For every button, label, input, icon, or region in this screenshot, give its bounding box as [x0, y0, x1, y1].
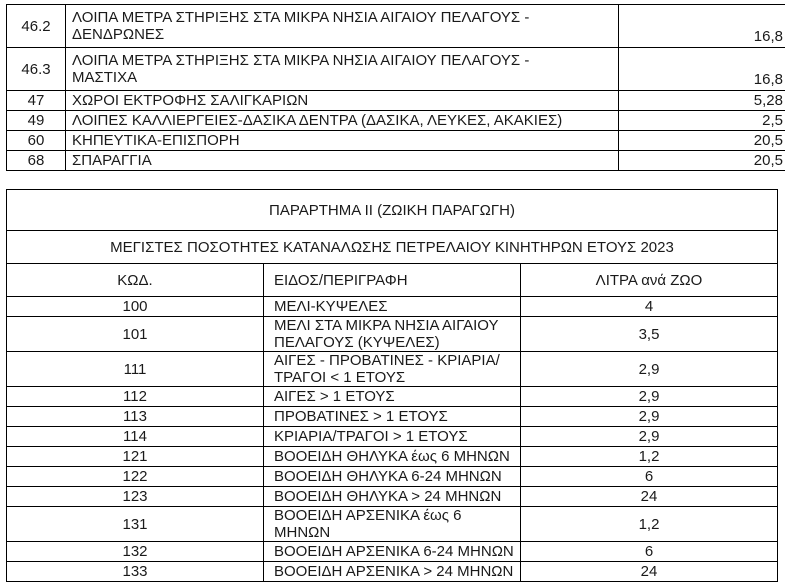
row-description: ΜΕΛΙ ΣΤΑ ΜΙΚΡΑ ΝΗΣΙΑ ΑΙΓΑΙΟΥ ΠΕΛΑΓΟΥΣ (ΚΥΨΕΛΕΣ)	[264, 317, 521, 352]
row-code: 111	[7, 352, 264, 387]
row-value: 2,9	[521, 387, 778, 407]
row-value: 24	[521, 487, 778, 507]
table-header-row	[7, 264, 778, 297]
row-description: ΒΟΟΕΙΔΗ ΘΗΛΥΚΑ έως 6 ΜΗΝΩΝ	[264, 447, 521, 467]
row-code: 132	[7, 542, 264, 562]
row-value: 2,5	[619, 111, 785, 131]
row-description: ΠΡΟΒΑΤΙΝΕΣ > 1 ΕΤΟΥΣ	[264, 407, 521, 427]
crop-fuel-table	[6, 4, 785, 171]
table-row	[7, 387, 778, 407]
table-subtitle: ΜΕΓΙΣΤΕΣ ΠΟΣΟΤΗΤΕΣ ΚΑΤΑΝΑΛΩΣΗΣ ΠΕΤΡΕΛΑΙΟΥ ΚΙΝΗΤΗΡΩΝ ΕΤΟΥΣ 2023	[7, 231, 778, 264]
row-description: ΧΩΡΟΙ ΕΚΤΡΟΦΗΣ ΣΑΛΙΓΚΑΡΙΩΝ	[66, 91, 619, 111]
table-row	[7, 467, 778, 487]
table-title-row	[7, 190, 778, 231]
row-code: 46.3	[7, 48, 66, 91]
table-subtitle-row	[7, 231, 778, 264]
row-description: ΒΟΟΕΙΔΗ ΑΡΣΕΝΙΚΑ 6-24 ΜΗΝΩΝ	[264, 542, 521, 562]
row-code: 122	[7, 467, 264, 487]
header-value: ΛΙΤΡΑ ανά ΖΩΟ	[521, 264, 778, 297]
table-row	[7, 151, 785, 171]
row-value: 16,8	[619, 48, 785, 91]
row-value: 2,9	[521, 407, 778, 427]
table-row	[7, 487, 778, 507]
row-code: 113	[7, 407, 264, 427]
row-code: 46.2	[7, 5, 66, 48]
row-code: 123	[7, 487, 264, 507]
row-description: ΣΠΑΡΑΓΓΙΑ	[66, 151, 619, 171]
row-description	[66, 48, 619, 91]
row-value: 1,2	[521, 507, 778, 542]
row-value: 20,5	[619, 151, 785, 171]
row-code: 101	[7, 317, 264, 352]
row-value: 5,28	[619, 91, 785, 111]
table-row	[7, 447, 778, 467]
row-value: 4	[521, 297, 778, 317]
row-value: 2,9	[521, 427, 778, 447]
row-value: 16,8	[619, 5, 785, 48]
table-row	[7, 507, 778, 542]
row-description: ΜΕΛΙ-ΚΥΨΕΛΕΣ	[264, 297, 521, 317]
row-description: ΛΟΙΠΕΣ ΚΑΛΛΙΕΡΓΕΙΕΣ-ΔΑΣΙΚΑ ΔΕΝΤΡΑ (ΔΑΣΙΚΑ, ΛΕΥΚΕΣ, ΑΚΑΚΙΕΣ)	[66, 111, 619, 131]
row-code: 60	[7, 131, 66, 151]
row-value: 1,2	[521, 447, 778, 467]
table-row	[7, 297, 778, 317]
row-value: 24	[521, 562, 778, 582]
table-row	[7, 111, 785, 131]
row-description-line: ΔΕΝΔΡΩΝΕΣ	[72, 26, 164, 43]
row-description: ΚΡΙΑΡΙΑ/ΤΡΑΓΟΙ > 1 ΕΤΟΥΣ	[264, 427, 521, 447]
row-description: ΒΟΟΕΙΔΗ ΘΗΛΥΚΑ 6-24 ΜΗΝΩΝ	[264, 467, 521, 487]
table-row	[7, 5, 785, 48]
row-value: 3,5	[521, 317, 778, 352]
row-code: 114	[7, 427, 264, 447]
row-description-line: ΜΑΣΤΙΧΑ	[72, 69, 137, 86]
row-code: 47	[7, 91, 66, 111]
row-description: ΒΟΟΕΙΔΗ ΘΗΛΥΚΑ > 24 ΜΗΝΩΝ	[264, 487, 521, 507]
table-row	[7, 317, 778, 352]
table-row	[7, 562, 778, 582]
row-description: ΚΗΠΕΥΤΙΚΑ-ΕΠΙΣΠΟΡΗ	[66, 131, 619, 151]
row-code: 68	[7, 151, 66, 171]
table-row	[7, 542, 778, 562]
row-description: ΑΙΓΕΣ > 1 ΕΤΟΥΣ	[264, 387, 521, 407]
table-row	[7, 352, 778, 387]
header-code: ΚΩΔ.	[7, 264, 264, 297]
table-row	[7, 407, 778, 427]
table-row	[7, 91, 785, 111]
row-description: ΑΙΓΕΣ - ΠΡΟΒΑΤΙΝΕΣ - ΚΡΙΑΡΙΑ/ΤΡΑΓΟΙ < 1 ΕΤΟΥΣ	[264, 352, 521, 387]
row-code: 133	[7, 562, 264, 582]
row-description: ΒΟΟΕΙΔΗ ΑΡΣΕΝΙΚΑ έως 6 ΜΗΝΩΝ	[264, 507, 521, 542]
row-value: 2,9	[521, 352, 778, 387]
row-value: 20,5	[619, 131, 785, 151]
row-description	[66, 5, 619, 48]
row-value: 6	[521, 542, 778, 562]
livestock-fuel-table	[6, 189, 778, 582]
row-value: 6	[521, 467, 778, 487]
row-description-line: ΛΟΙΠΑ ΜΕΤΡΑ ΣΤΗΡΙΞΗΣ ΣΤΑ ΜΙΚΡΑ ΝΗΣΙΑ ΑΙΓΑΙΟΥ ΠΕΛΑΓΟΥΣ -	[72, 9, 529, 26]
row-description: ΒΟΟΕΙΔΗ ΑΡΣΕΝΙΚΑ > 24 ΜΗΝΩΝ	[264, 562, 521, 582]
table-title: ΠΑΡΑΡΤΗΜΑ ΙΙ (ΖΩΙΚΗ ΠΑΡΑΓΩΓΗ)	[7, 190, 778, 231]
row-code: 121	[7, 447, 264, 467]
row-code: 131	[7, 507, 264, 542]
row-code: 112	[7, 387, 264, 407]
header-description: ΕΙΔΟΣ/ΠΕΡΙΓΡΑΦΗ	[264, 264, 521, 297]
table-row	[7, 131, 785, 151]
table-row	[7, 48, 785, 91]
row-code: 100	[7, 297, 264, 317]
row-description-line: ΛΟΙΠΑ ΜΕΤΡΑ ΣΤΗΡΙΞΗΣ ΣΤΑ ΜΙΚΡΑ ΝΗΣΙΑ ΑΙΓΑΙΟΥ ΠΕΛΑΓΟΥΣ -	[72, 52, 529, 69]
row-code: 49	[7, 111, 66, 131]
table-row	[7, 427, 778, 447]
